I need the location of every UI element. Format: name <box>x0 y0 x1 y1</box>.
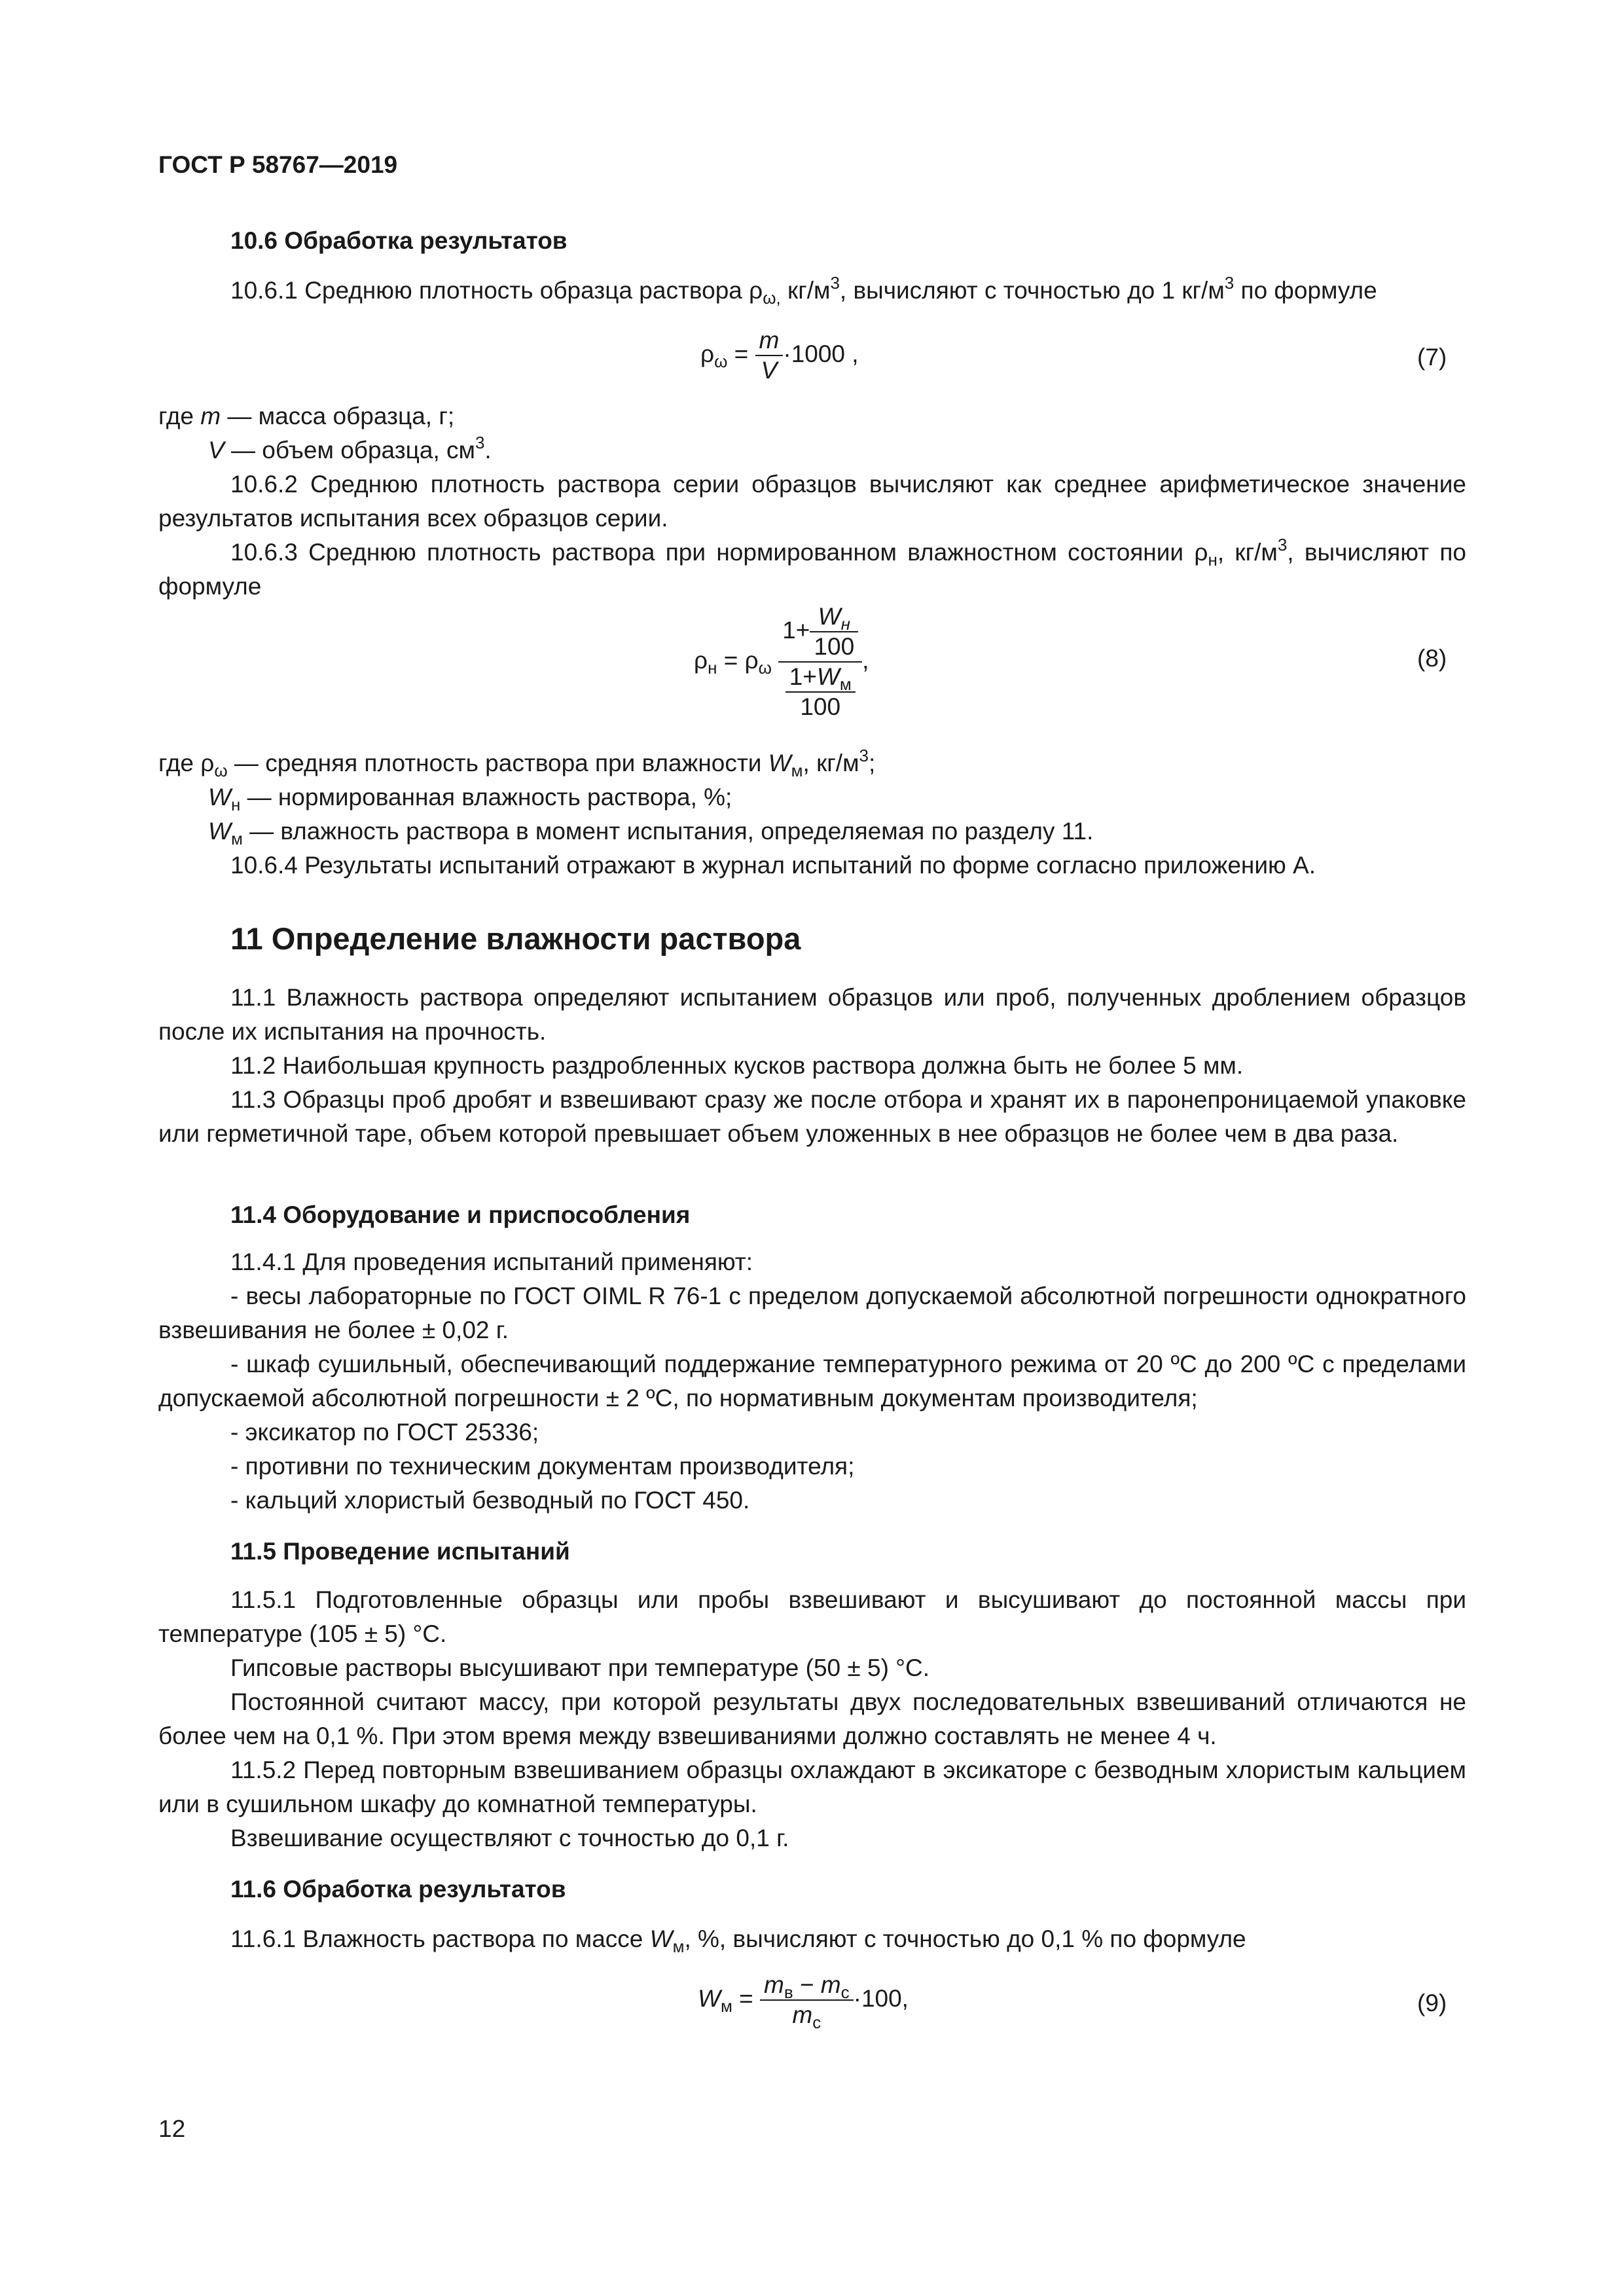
section-heading-11-6: 11.6 Обработка результатов <box>230 1876 566 1903</box>
paragraph-11-6-1: 11.6.1 Влажность раствора по массе $W_м$, %, вычисляют с точностью до 0,1 % по формуле <box>230 1925 1246 1956</box>
section-heading-11: 11 Определение влажности раствора <box>230 921 801 956</box>
equipment-item-trays: - противни по техническим документам производителя; <box>230 1453 855 1480</box>
paragraph-11-2: 11.2 Наибольшая крупность раздробленных кусков раствора должна быть не более 5 мм. <box>230 1052 1244 1079</box>
page-number: 12 <box>158 2115 186 2142</box>
paragraph-11-1: 11.1 Влажность раствора определяют испытанием образцов или проб, полученных дроблением образцов после их испытания на прочность. <box>158 984 1466 1045</box>
paragraph-10-6-3: 10.6.3 Среднюю плотность раствора при нормированном влажностном состоянии $\rho_н$, $кг/м^3$, вычисляют по формуле <box>158 535 1467 600</box>
fraction-moisture: $\frac{m_в - m_с}{m_с}$ <box>760 1971 854 2030</box>
section-heading-10-6: 10.6 Обработка результатов <box>230 227 568 254</box>
equipment-item-desiccator: - эксикатор по ГОСТ 25336; <box>230 1419 539 1446</box>
equipment-item-calcium-chloride: - кальций хлористый безводный по ГОСТ 450. <box>230 1487 750 1514</box>
where-v: V — объем образца, $см^3$. <box>208 433 492 464</box>
where-wm: $W_м$ — влажность раствора в момент испытания, определяемая по разделу 11. <box>208 818 1094 848</box>
equation-number-9: (9) <box>1417 1990 1447 2016</box>
document-code: ГОСТ Р 58767—2019 <box>158 151 398 178</box>
paragraph-11-5-1: 11.5.1 Подготовленные образцы или пробы взвешивают и высушивают до постоянной массы при температуре (105 ± 5) °С. <box>158 1586 1466 1647</box>
section-heading-11-4: 11.4 Оборудование и приспособления <box>230 1201 691 1228</box>
fraction-compound: 1+ $\frac{W_н}{100}$ $\frac{1+W_м}{100}$ <box>778 602 862 721</box>
paragraph-10-6-4: 10.6.4 Результаты испытаний отражают в журнал испытаний по форме согласно приложению А. <box>230 852 1316 879</box>
paragraph-10-6-1: 10.6.1 Среднюю плотность образца раствора $\rho_{\omega,}$ $кг/м^3$, вычисляют с точностью до 1 $кг/м^3$ по формуле <box>230 273 1377 308</box>
where-rho: где $\rho_\omega$ — средняя плотность раствора при влажности $W_м$, $кг/м^3$; <box>158 746 876 780</box>
formula-7: $\rho_\omega$ = $\frac{m}{V}$ ·1000 , <box>700 327 859 384</box>
paragraph-weighing-accuracy: Взвешивание осуществляют с точностью до 0,1 г. <box>230 1825 789 1851</box>
paragraph-11-3: 11.3 Образцы проб дробят и взвешивают сразу же после отбора и хранят их в паронепроницаемой упаковке или герметичной таре, объем которой превышает объем уложенных в нее образцов не более чем в два раза. <box>158 1086 1466 1147</box>
paragraph-constant-mass: Постоянной считают массу, при которой результаты двух последовательных взвешиваний отличаются не более чем на 0,1 %. При этом время между взвешиваниями должно составлять не менее 4 ч. <box>158 1688 1466 1749</box>
paragraph-11-5-2: 11.5.2 Перед повторным взвешиванием образцы охлаждают в эксикаторе с безводным хлористым кальцием или в сушильном шкафу до комнатной температуры. <box>158 1757 1466 1817</box>
where-wn: $W_н$ — нормированная влажность раствора, %; <box>208 784 732 814</box>
formula-8: $\rho_н = \rho_\omega$ 1+ $\frac{W_н}{100}$ $\frac{1+W_м}{100}$ , <box>694 603 869 720</box>
paragraph-10-6-2: 10.6.2 Среднюю плотность раствора серии образцов вычисляют как среднее арифметическое значение результатов испытания всех образцов серии. <box>158 471 1466 532</box>
equipment-item-scales: - весы лабораторные по ГОСТ OIML R 76-1 с пределом допускаемой абсолютной погрешности однократного взвешивания не более ± 0,02 г. <box>158 1283 1466 1343</box>
fraction-m-over-v: $\frac{m}{V}$ <box>755 326 784 385</box>
equation-number-7: (7) <box>1417 344 1447 371</box>
formula-9: $W_м$ = $\frac{m_в - m_с}{m_с}$ ·100, <box>698 1971 909 2032</box>
equation-number-8: (8) <box>1417 645 1447 672</box>
section-heading-11-5: 11.5 Проведение испытаний <box>230 1538 570 1565</box>
paragraph-11-4-1: 11.4.1 Для проведения испытаний применяют: <box>230 1248 753 1275</box>
paragraph-gypsum: Гипсовые растворы высушивают при температуре (50 ± 5) °С. <box>230 1654 929 1681</box>
where-m: где m — масса образца, г; <box>158 403 455 429</box>
equipment-item-oven: - шкаф сушильный, обеспечивающий поддержание температурного режима от 20 ºС до 200 ºС с пределами допускаемой абсолютной погрешности ± 2 ºС, по нормативным документам производителя; <box>158 1351 1466 1412</box>
